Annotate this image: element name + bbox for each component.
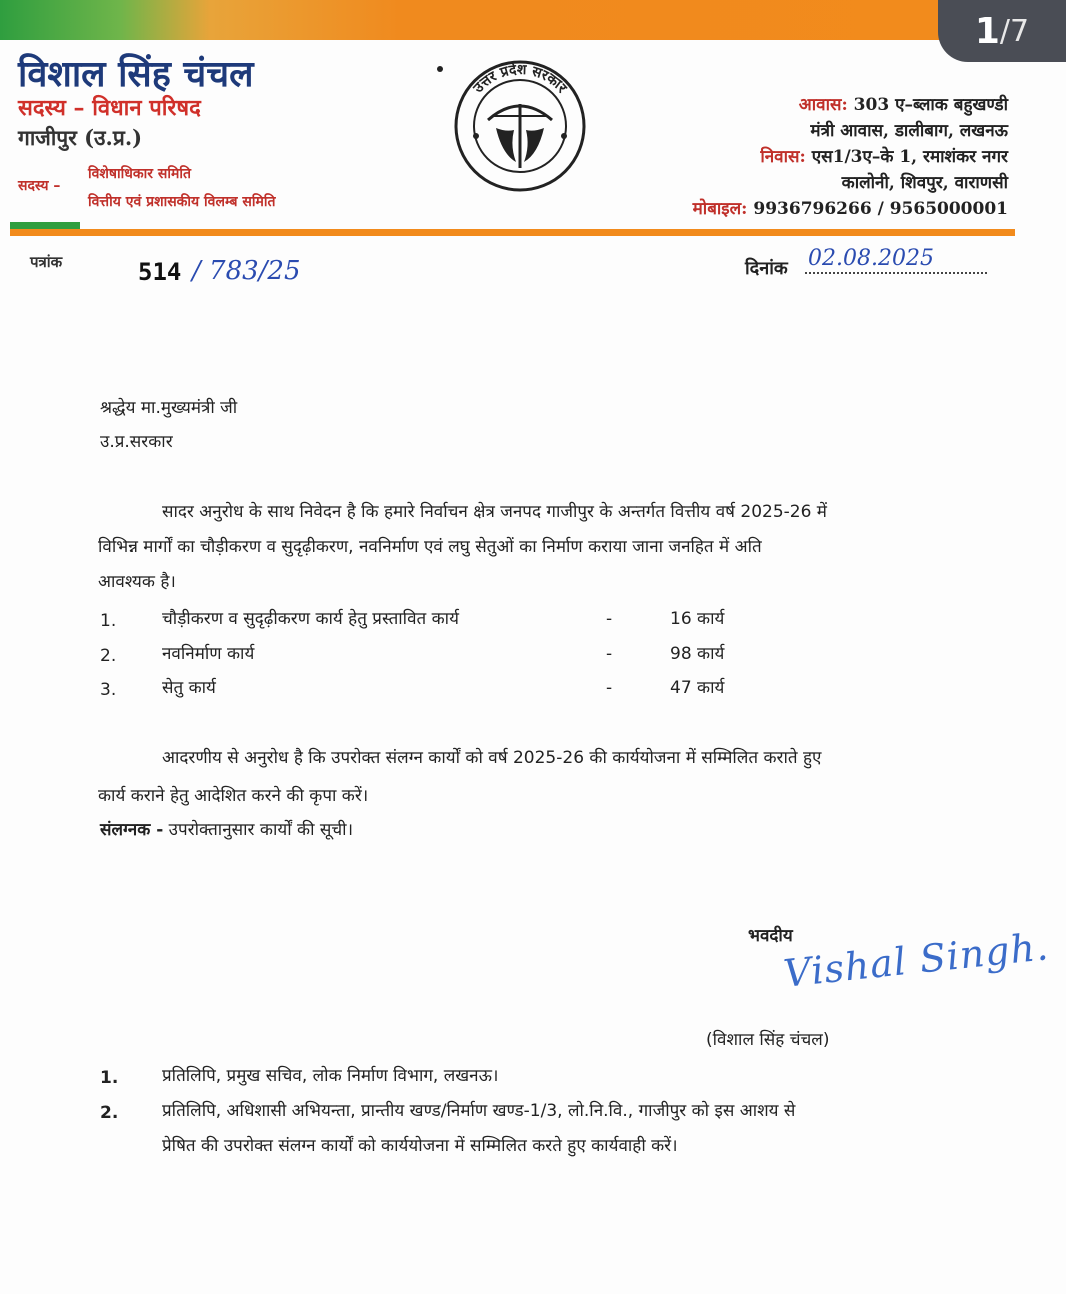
committee-member-label: सदस्य –	[18, 178, 61, 194]
works-item-3-dash: -	[606, 678, 613, 698]
residence-line-1: निवास: एस1/3ए–के 1, रमाशंकर नगर	[760, 147, 1008, 167]
paragraph1-line-3: आवश्यक है।	[98, 572, 176, 592]
emblem-text: उत्तर प्रदेश सरकार	[470, 61, 570, 97]
handwritten-signature: Vishal Singh.	[781, 924, 1051, 996]
ink-dot	[437, 66, 443, 72]
up-government-emblem	[452, 58, 588, 194]
letterhead-band-orange	[10, 229, 1015, 236]
address-line-2: मंत्री आवास, डालीबाग, लखनऊ	[810, 121, 1008, 141]
works-item-1-number: 1.	[100, 611, 117, 631]
committee-finance: वित्तीय एवं प्रशासकीय विलम्ब समिति	[88, 194, 276, 210]
date-handwritten: 02.08.2025	[808, 246, 934, 271]
sender-name: विशाल सिंह चंचल	[18, 53, 254, 95]
letterhead-color-bar	[0, 0, 1010, 40]
works-item-3-number: 3.	[100, 680, 117, 700]
works-item-2-dash: -	[606, 644, 613, 664]
letterhead-band-green	[10, 222, 80, 229]
salutation-line-1: श्रद्धेय मा.मुख्यमंत्री जी	[100, 398, 238, 418]
signatory-name: (विशाल सिंह चंचल)	[706, 1030, 830, 1050]
works-item-1-dash: -	[606, 609, 613, 629]
works-item-2-count: 98 कार्य	[670, 644, 725, 664]
works-item-3-count: 47 कार्य	[670, 678, 725, 698]
paragraph2-line-1: आदरणीय से अनुरोध है कि उपरोक्त संलग्न कार्यों को वर्ष 2025-26 की कार्ययोजना में सम्मिलित कराते हुए	[162, 748, 822, 768]
copy-2-number: 2.	[100, 1103, 119, 1123]
works-item-1-desc: चौड़ीकरण व सुदृढ़ीकरण कार्य हेतु प्रस्तावित कार्य	[162, 609, 459, 629]
date-label: दिनांक	[745, 258, 788, 279]
total-pages: /7	[999, 13, 1030, 49]
works-item-3-desc: सेतु कार्य	[162, 678, 216, 698]
page-counter-badge	[938, 0, 1066, 62]
closing-yours: भवदीय	[748, 926, 793, 946]
paragraph2-line-2: कार्य कराने हेतु आदेशित करने की कृपा करें।	[98, 786, 369, 806]
paragraph1-line-2: विभिन्न मार्गों का चौड़ीकरण व सुदृढ़ीकरण, नवनिर्माण एवं लघु सेतुओं का निर्माण कराया जाना जनहित में अति	[98, 537, 762, 557]
paragraph1-line-1: सादर अनुरोध के साथ निवेदन है कि हमारे निर्वाचन क्षेत्र जनपद गाजीपुर के अन्तर्गत वित्तीय वर्ष 2025-26 में	[162, 502, 827, 522]
residence-line-2: कालोनी, शिवपुर, वाराणसी	[841, 173, 1008, 193]
works-item-2-number: 2.	[100, 646, 117, 666]
copy-2-text-line-1: प्रतिलिपि, अधिशासी अभियन्ता, प्रान्तीय खण्ड/निर्माण खण्ड-1/3, लो.नि.वि., गाजीपुर को इस आशय से	[162, 1101, 796, 1121]
date-dotted-line	[805, 272, 987, 274]
sender-district: गाजीपुर (उ.प्र.)	[18, 125, 143, 150]
enclosure-text: उपरोक्तानुसार कार्यों की सूची।	[168, 820, 354, 840]
address-line-1: आवास: 303 ए–ब्लाक बहुखण्डी	[798, 95, 1008, 115]
sender-designation: सदस्य – विधान परिषद	[18, 95, 201, 121]
mobile-line: मोबाइल: 9936796266 / 9565000001	[692, 199, 1008, 219]
reference-handwritten: / 783/25	[192, 256, 301, 286]
reference-label: पत्रांक	[30, 253, 63, 271]
committee-privilege: विशेषाधिकार समिति	[88, 166, 191, 182]
copy-2-text-line-2: प्रेषित की उपरोक्त संलग्न कार्यों को कार्ययोजना में सम्मिलित करते हुए कार्यवाही करें।	[162, 1136, 678, 1156]
enclosure-label: संलग्नक -	[100, 820, 164, 840]
enclosure-line	[100, 812, 353, 848]
salutation-line-2: उ.प्र.सरकार	[100, 432, 173, 452]
current-page-number: 1	[974, 10, 1000, 52]
copy-1-number: 1.	[100, 1068, 119, 1088]
works-item-1-count: 16 कार्य	[670, 609, 725, 629]
works-item-2-desc: नवनिर्माण कार्य	[162, 644, 255, 664]
copy-1-text: प्रतिलिपि, प्रमुख सचिव, लोक निर्माण विभाग, लखनऊ।	[162, 1066, 499, 1086]
reference-number: 514	[138, 258, 182, 286]
